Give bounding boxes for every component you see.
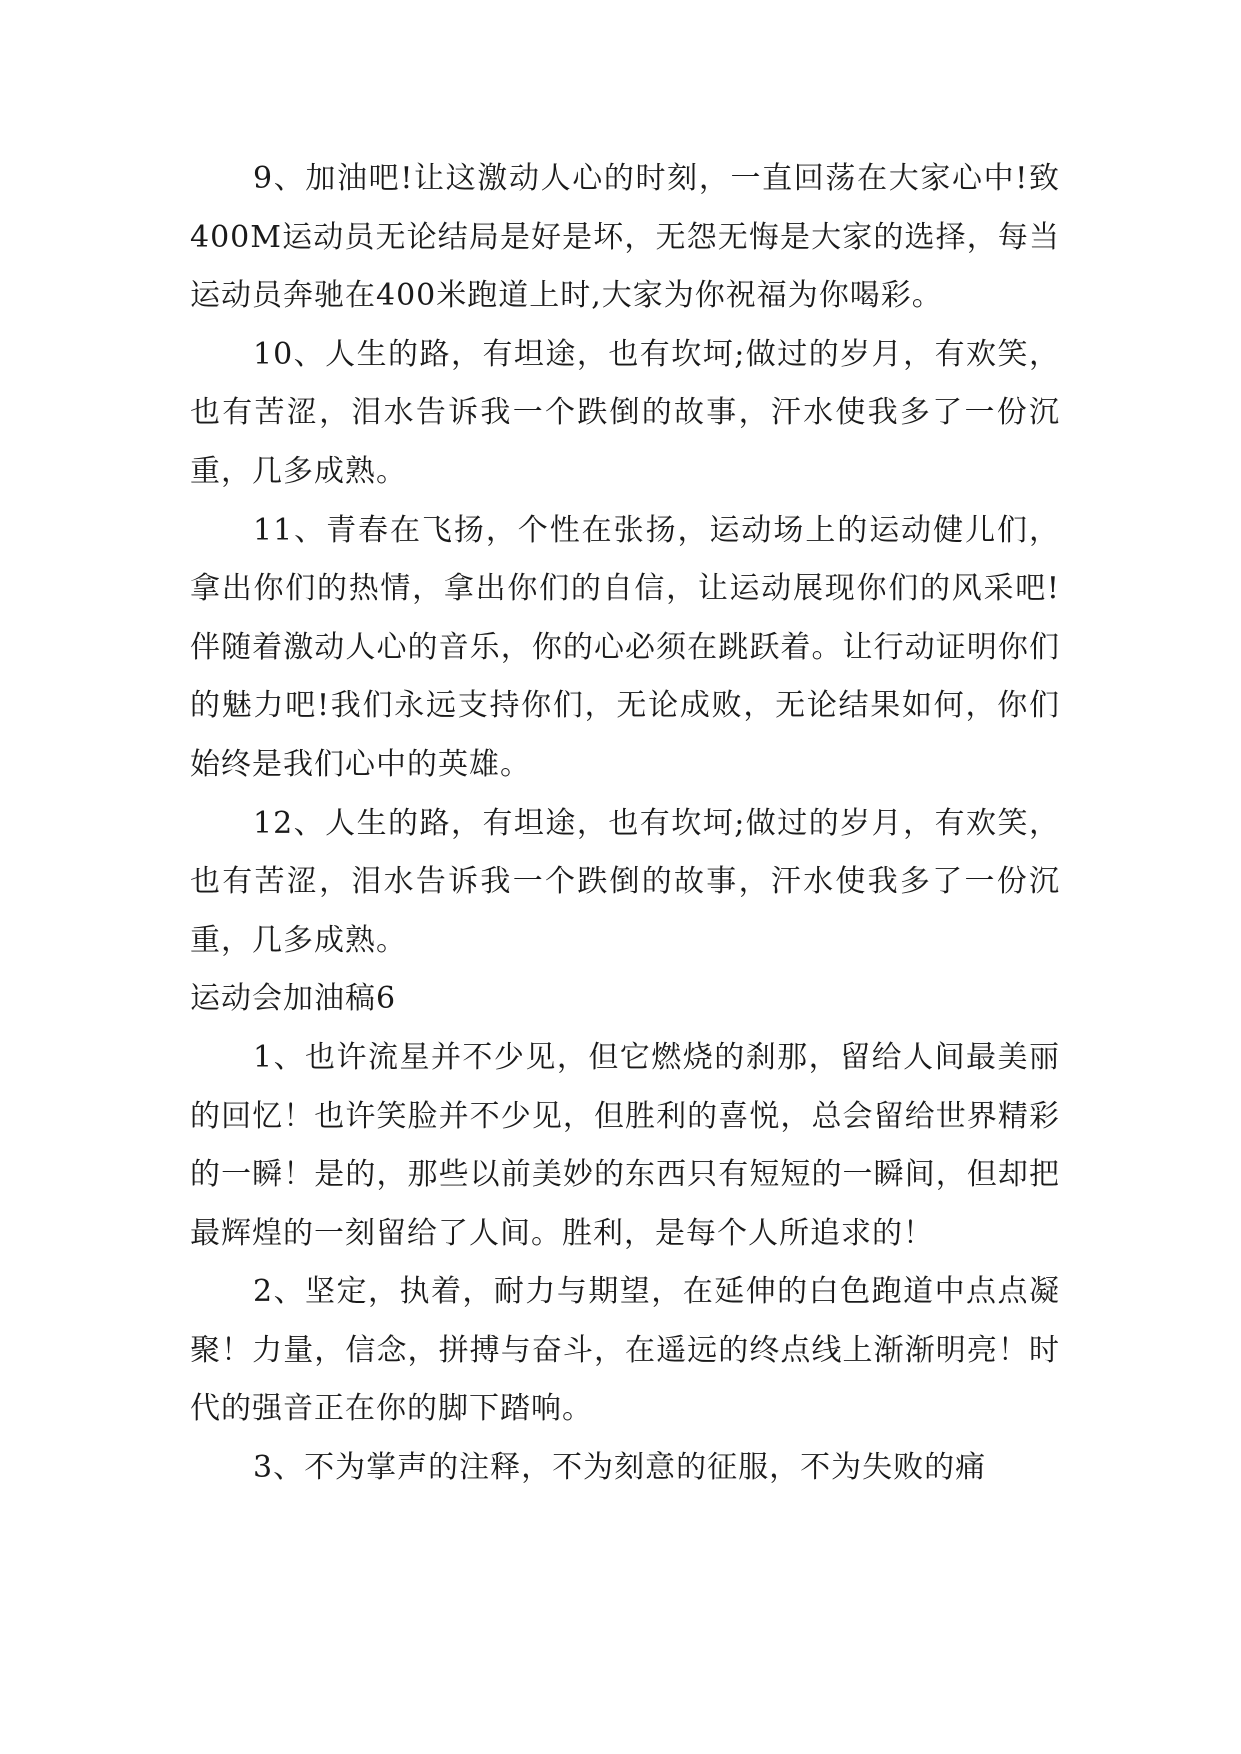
paragraph-12: 12、人生的路，有坦途，也有坎坷;做过的岁月，有欢笑，也有苦涩，泪水告诉我一个跌倒的故事，汗水使我多了一份沉重，几多成熟。 — [190, 805, 1060, 958]
section-paragraph-3: 3、不为掌声的注释，不为刻意的征服，不为失败的痛 — [253, 1450, 987, 1486]
paragraph-11: 11、青春在飞扬，个性在张扬，运动场上的运动健儿们，拿出你们的热情，拿出你们的自信，让运动展现你们的风采吧!伴随着激动人心的音乐，你的心必须在跳跃着。让行动证明你们的魅力吧!我们永远支持你们，无论成败，无论结果如何，你们始终是我们心中的英雄。 — [190, 512, 1060, 782]
paragraph-9: 9、加油吧!让这激动人心的时刻，一直回荡在大家心中!致400M运动员无论结局是好是坏，无怨无悔是大家的选择，每当运动员奔驰在400米跑道上时,大家为你祝福为你喝彩。 — [190, 161, 1060, 314]
section-paragraph-2: 2、坚定，执着，耐力与期望，在延伸的白色跑道中点点凝聚！力量，信念，拼搏与奋斗，在遥远的终点线上渐渐明亮！时代的强音正在你的脚下踏响。 — [190, 1274, 1060, 1427]
paragraph-10: 10、人生的路，有坦途，也有坎坷;做过的岁月，有欢笑，也有苦涩，泪水告诉我一个跌倒的故事，汗水使我多了一份沉重，几多成熟。 — [190, 336, 1060, 489]
section-paragraph-1: 1、也许流星并不少见，但它燃烧的刹那，留给人间最美丽的回忆！也许笑脸并不少见，但胜利的喜悦，总会留给世界精彩的一瞬！是的，那些以前美妙的东西只有短短的一瞬间，但却把最辉煌的一刻留给了人间。胜利，是每个人所追求的！ — [190, 1039, 1060, 1251]
document-page — [190, 150, 1060, 1498]
section-heading: 运动会加油稿6 — [190, 981, 397, 1017]
